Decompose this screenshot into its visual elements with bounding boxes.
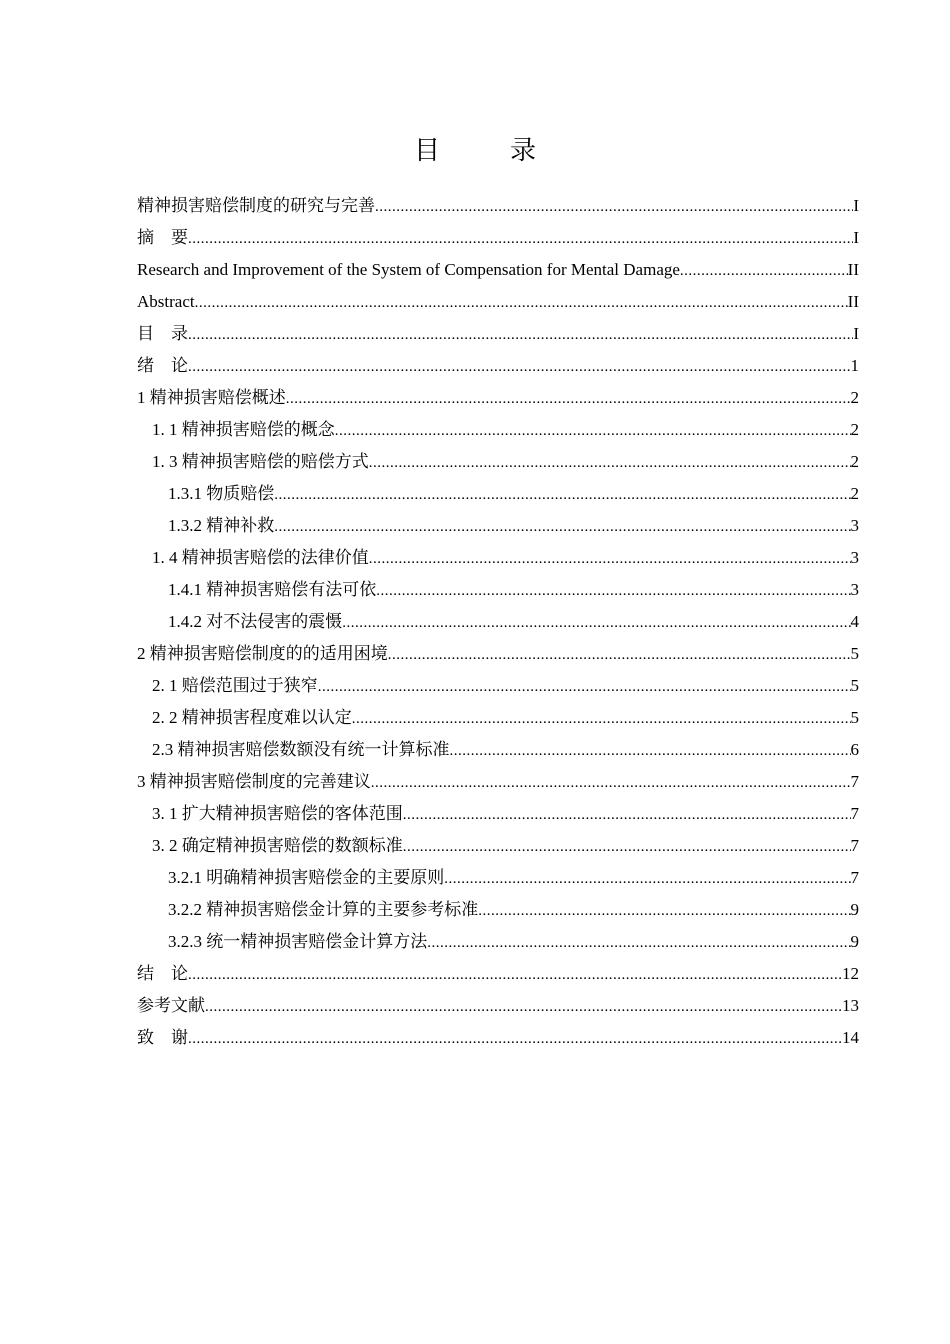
toc-entry-page-number: 3 (850, 516, 859, 535)
toc-entry[interactable] (137, 670, 859, 702)
toc-entry[interactable] (137, 222, 859, 254)
toc-entry[interactable] (137, 254, 859, 286)
toc-entry-page-number: 9 (850, 932, 859, 951)
toc-entry-page-number: 9 (850, 900, 859, 919)
toc-entry-page-number: 5 (850, 676, 859, 695)
toc-entry[interactable] (137, 894, 859, 926)
toc-leader-dots (188, 959, 842, 991)
toc-entry[interactable] (137, 510, 859, 542)
toc-entry-page-number: 5 (850, 644, 859, 663)
toc-entry-label: 1 精神损害赔偿概述 (137, 388, 286, 407)
toc-entry[interactable] (137, 382, 859, 414)
toc-entry-label: 1. 1 精神损害赔偿的概念 (152, 420, 335, 439)
toc-entry-page-number: 5 (850, 708, 859, 727)
toc-entry-label: 3.2.3 统一精神损害赔偿金计算方法 (168, 932, 428, 951)
toc-entry[interactable] (137, 414, 859, 446)
toc-leader-dots (369, 447, 851, 479)
toc-leader-dots (376, 575, 850, 607)
toc-entry-page-number: 2 (850, 452, 859, 471)
toc-leader-dots (188, 1023, 842, 1055)
toc-entry[interactable] (137, 606, 859, 638)
toc-entry-page-number: 7 (850, 772, 859, 791)
toc-entry-label: 结 论 (137, 964, 188, 983)
toc-entry-label: 2. 1 赔偿范围过于狭窄 (152, 676, 318, 695)
toc-entry[interactable] (137, 1022, 859, 1054)
toc-entry[interactable] (137, 734, 859, 766)
toc-entry-page-number: 7 (850, 804, 859, 823)
toc-entry-label: 1.4.1 精神损害赔偿有法可依 (168, 580, 377, 599)
toc-entry-label: Abstract (137, 292, 195, 311)
toc-leader-dots (205, 991, 842, 1023)
toc-entry-label: 参考文献 (137, 996, 205, 1015)
toc-entry-label: 2. 2 精神损害程度难以认定 (152, 708, 352, 727)
toc-leader-dots (444, 863, 850, 895)
toc-leader-dots (375, 191, 853, 223)
toc-entry[interactable] (137, 446, 859, 478)
toc-entry-label: 1. 3 精神损害赔偿的赔偿方式 (152, 452, 369, 471)
toc-entry[interactable] (137, 350, 859, 382)
toc-entry-page-number: II (847, 292, 859, 311)
toc-entry-page-number: 6 (850, 740, 859, 759)
toc-entry-page-number: 4 (850, 612, 859, 631)
toc-leader-dots (188, 351, 851, 383)
toc-leader-dots (188, 223, 853, 255)
toc-entry-page-number: 7 (850, 836, 859, 855)
toc-leader-dots (195, 287, 848, 319)
toc-entry-page-number: 3 (850, 580, 859, 599)
toc-leader-dots (450, 735, 851, 767)
toc-entry-page-number: 13 (842, 996, 859, 1015)
toc-entry-label: 绪 论 (137, 356, 188, 375)
toc-entry-page-number: 2 (850, 420, 859, 439)
toc-entry-page-number: I (853, 196, 859, 215)
toc-leader-dots (286, 383, 851, 415)
toc-entry[interactable] (137, 990, 859, 1022)
toc-entry-label: 3. 1 扩大精神损害赔偿的客体范围 (152, 804, 403, 823)
toc-entry-label: 3.2.2 精神损害赔偿金计算的主要参考标准 (168, 900, 479, 919)
toc-entry-label: Research and Improvement of the System of Compensation for Mental Damage (137, 260, 680, 279)
toc-entry-label: 目 录 (137, 324, 188, 343)
page-title: 目 录 (413, 136, 558, 166)
toc-entry[interactable] (137, 830, 859, 862)
toc-entry[interactable] (137, 766, 859, 798)
toc-entry-label: 3 精神损害赔偿制度的完善建议 (137, 772, 371, 791)
toc-entry[interactable] (137, 542, 859, 574)
toc-entry[interactable] (137, 286, 859, 318)
toc-entry[interactable] (137, 318, 859, 350)
toc-entry-page-number: 14 (842, 1028, 859, 1047)
toc-entry[interactable] (137, 798, 859, 830)
toc-leader-dots (335, 415, 851, 447)
toc-entry-page-number: 7 (850, 868, 859, 887)
toc-entry[interactable] (137, 862, 859, 894)
toc-leader-dots (403, 799, 851, 831)
toc-entry-page-number: I (853, 324, 859, 343)
toc-entry[interactable] (137, 478, 859, 510)
toc-entry-page-number: 2 (850, 484, 859, 503)
toc-entry-label: 1.3.2 精神补救 (168, 516, 275, 535)
toc-entry-label: 2.3 精神损害赔偿数额没有统一计算标准 (152, 740, 450, 759)
toc-entry-page-number: I (853, 228, 859, 247)
toc-leader-dots (403, 831, 851, 863)
toc-entry-page-number: 12 (842, 964, 859, 983)
toc-entry[interactable] (137, 190, 859, 222)
toc-entry[interactable] (137, 958, 859, 990)
toc-entry-label: 1.4.2 对不法侵害的震慑 (168, 612, 343, 631)
toc-leader-dots (478, 895, 850, 927)
toc-leader-dots (371, 767, 851, 799)
toc-leader-dots (680, 255, 848, 287)
toc-entry-label: 精神损害赔偿制度的研究与完善 (137, 196, 375, 215)
toc-entry-label: 1.3.1 物质赔偿 (168, 484, 275, 503)
toc-entry-page-number: II (847, 260, 859, 279)
toc-entry-label: 3.2.1 明确精神损害赔偿金的主要原则 (168, 868, 445, 887)
toc-entry[interactable] (137, 638, 859, 670)
toc-entry-page-number: 3 (850, 548, 859, 567)
toc-entry[interactable] (137, 574, 859, 606)
toc-entry-label: 1. 4 精神损害赔偿的法律价值 (152, 548, 369, 567)
toc-leader-dots (352, 703, 851, 735)
toc-entry-label: 致 谢 (137, 1028, 188, 1047)
toc-leader-dots (427, 927, 850, 959)
toc-entry-label: 3. 2 确定精神损害赔偿的数额标准 (152, 836, 403, 855)
toc-entry-page-number: 1 (850, 356, 859, 375)
toc-leader-dots (369, 543, 851, 575)
toc-leader-dots (318, 671, 851, 703)
toc-entry[interactable] (137, 702, 859, 734)
toc-entry-label: 摘 要 (137, 228, 188, 247)
table-of-contents (137, 190, 859, 1054)
toc-leader-dots (342, 607, 850, 639)
toc-entry-label: 2 精神损害赔偿制度的的适用困境 (137, 644, 388, 663)
toc-leader-dots (188, 319, 853, 351)
toc-leader-dots (388, 639, 851, 671)
toc-entry[interactable] (137, 926, 859, 958)
toc-entry-page-number: 2 (850, 388, 859, 407)
toc-leader-dots (274, 511, 850, 543)
toc-leader-dots (274, 479, 850, 511)
